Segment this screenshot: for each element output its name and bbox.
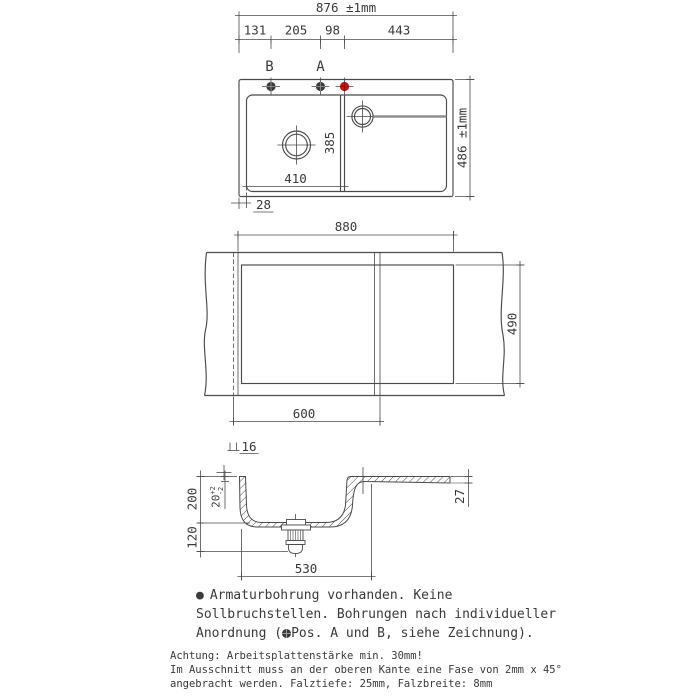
dim-205-label: 205 (284, 22, 308, 38)
tap-hole-a (312, 78, 330, 96)
tap-hole-present-red (336, 78, 354, 96)
dim-20-tolerance-label: $20^{+2}-2$ (209, 486, 225, 508)
drain-fitting (280, 514, 312, 557)
hole-b-label: B (265, 59, 274, 75)
dim-section-bowl-width (238, 484, 376, 581)
rim-reference-cross (217, 465, 232, 480)
dim-120-label: 120 (184, 526, 200, 549)
dim-fold-width (228, 439, 259, 454)
dim-cutout-width (234, 219, 458, 252)
dim-385-label: 385 (322, 131, 337, 155)
note-line-3-post: Pos. A und B, siehe Zeichnung). (291, 626, 534, 641)
plan-view (231, 0, 475, 212)
hole-symbol-icon (282, 629, 291, 638)
dim-410-label: 410 (284, 171, 307, 186)
caution-line-3: angebracht werden. Falztiefe: 25mm, Falzbreite: 8mm (170, 678, 493, 690)
drainboard-drain-circle (347, 101, 447, 133)
dim-hole-segments (235, 23, 457, 50)
dim-490-label: 490 (504, 312, 520, 336)
caution-block (170, 649, 590, 691)
sink-outline (239, 80, 453, 197)
dim-131-label: 131 (243, 22, 267, 38)
cutout-view (204, 219, 524, 426)
break-wave-left (204, 253, 207, 396)
dim-corner-offset (231, 193, 274, 213)
dim-98-label: 98 (324, 22, 341, 38)
dim-cutout-height (456, 261, 525, 388)
cutout-rectangle (242, 265, 454, 384)
sink-inner-rim (247, 95, 447, 192)
hole-a-label: A (316, 59, 325, 75)
dim-total-width (235, 0, 457, 53)
section-view (185, 439, 473, 581)
dim-600-label: 600 (292, 406, 316, 421)
dim-16-label: 16 (241, 439, 257, 454)
dim-200-label: 200 (184, 487, 200, 511)
sink-section-profile (240, 477, 451, 528)
notes-block (196, 586, 576, 643)
dim-880-label: 880 (334, 219, 358, 234)
dim-876-label: 876 ±1mm (315, 0, 377, 15)
dim-bowl-center (230, 397, 385, 426)
dim-bowl-width (243, 171, 349, 191)
caution-line-2: Im Ausschnitt muss an der oberen Kante eine Fase von 2mm x 45° (170, 664, 562, 676)
dim-443-label: 443 (387, 22, 411, 38)
bullet-icon: ● (196, 588, 204, 603)
note-line-1 (196, 586, 576, 605)
dim-486-label: 486 ±1mm (454, 107, 470, 169)
caution-line-1: Achtung: Arbeitsplattenstärke min. 30mm! (170, 650, 423, 662)
dim-edge-height (451, 469, 473, 507)
dim-bowl-depth (322, 132, 337, 155)
worktop-outline (204, 253, 504, 396)
bowl-drain-circle (278, 126, 316, 165)
tap-hole-b (262, 78, 280, 96)
note-line-3-pre: Anordnung ( (196, 626, 283, 641)
dim-28-label: 28 (255, 197, 272, 212)
dim-27-label: 27 (452, 488, 467, 505)
dim-total-depth (455, 76, 475, 201)
dim-depths (185, 471, 289, 558)
note-line-1-text: Armaturbohrung vorhanden. Keine (209, 588, 453, 603)
note-line-3 (196, 624, 576, 643)
dim-530-label: 530 (294, 561, 318, 576)
note-line-2: Sollbruchstellen. Bohrungen nach individueller (196, 607, 557, 622)
